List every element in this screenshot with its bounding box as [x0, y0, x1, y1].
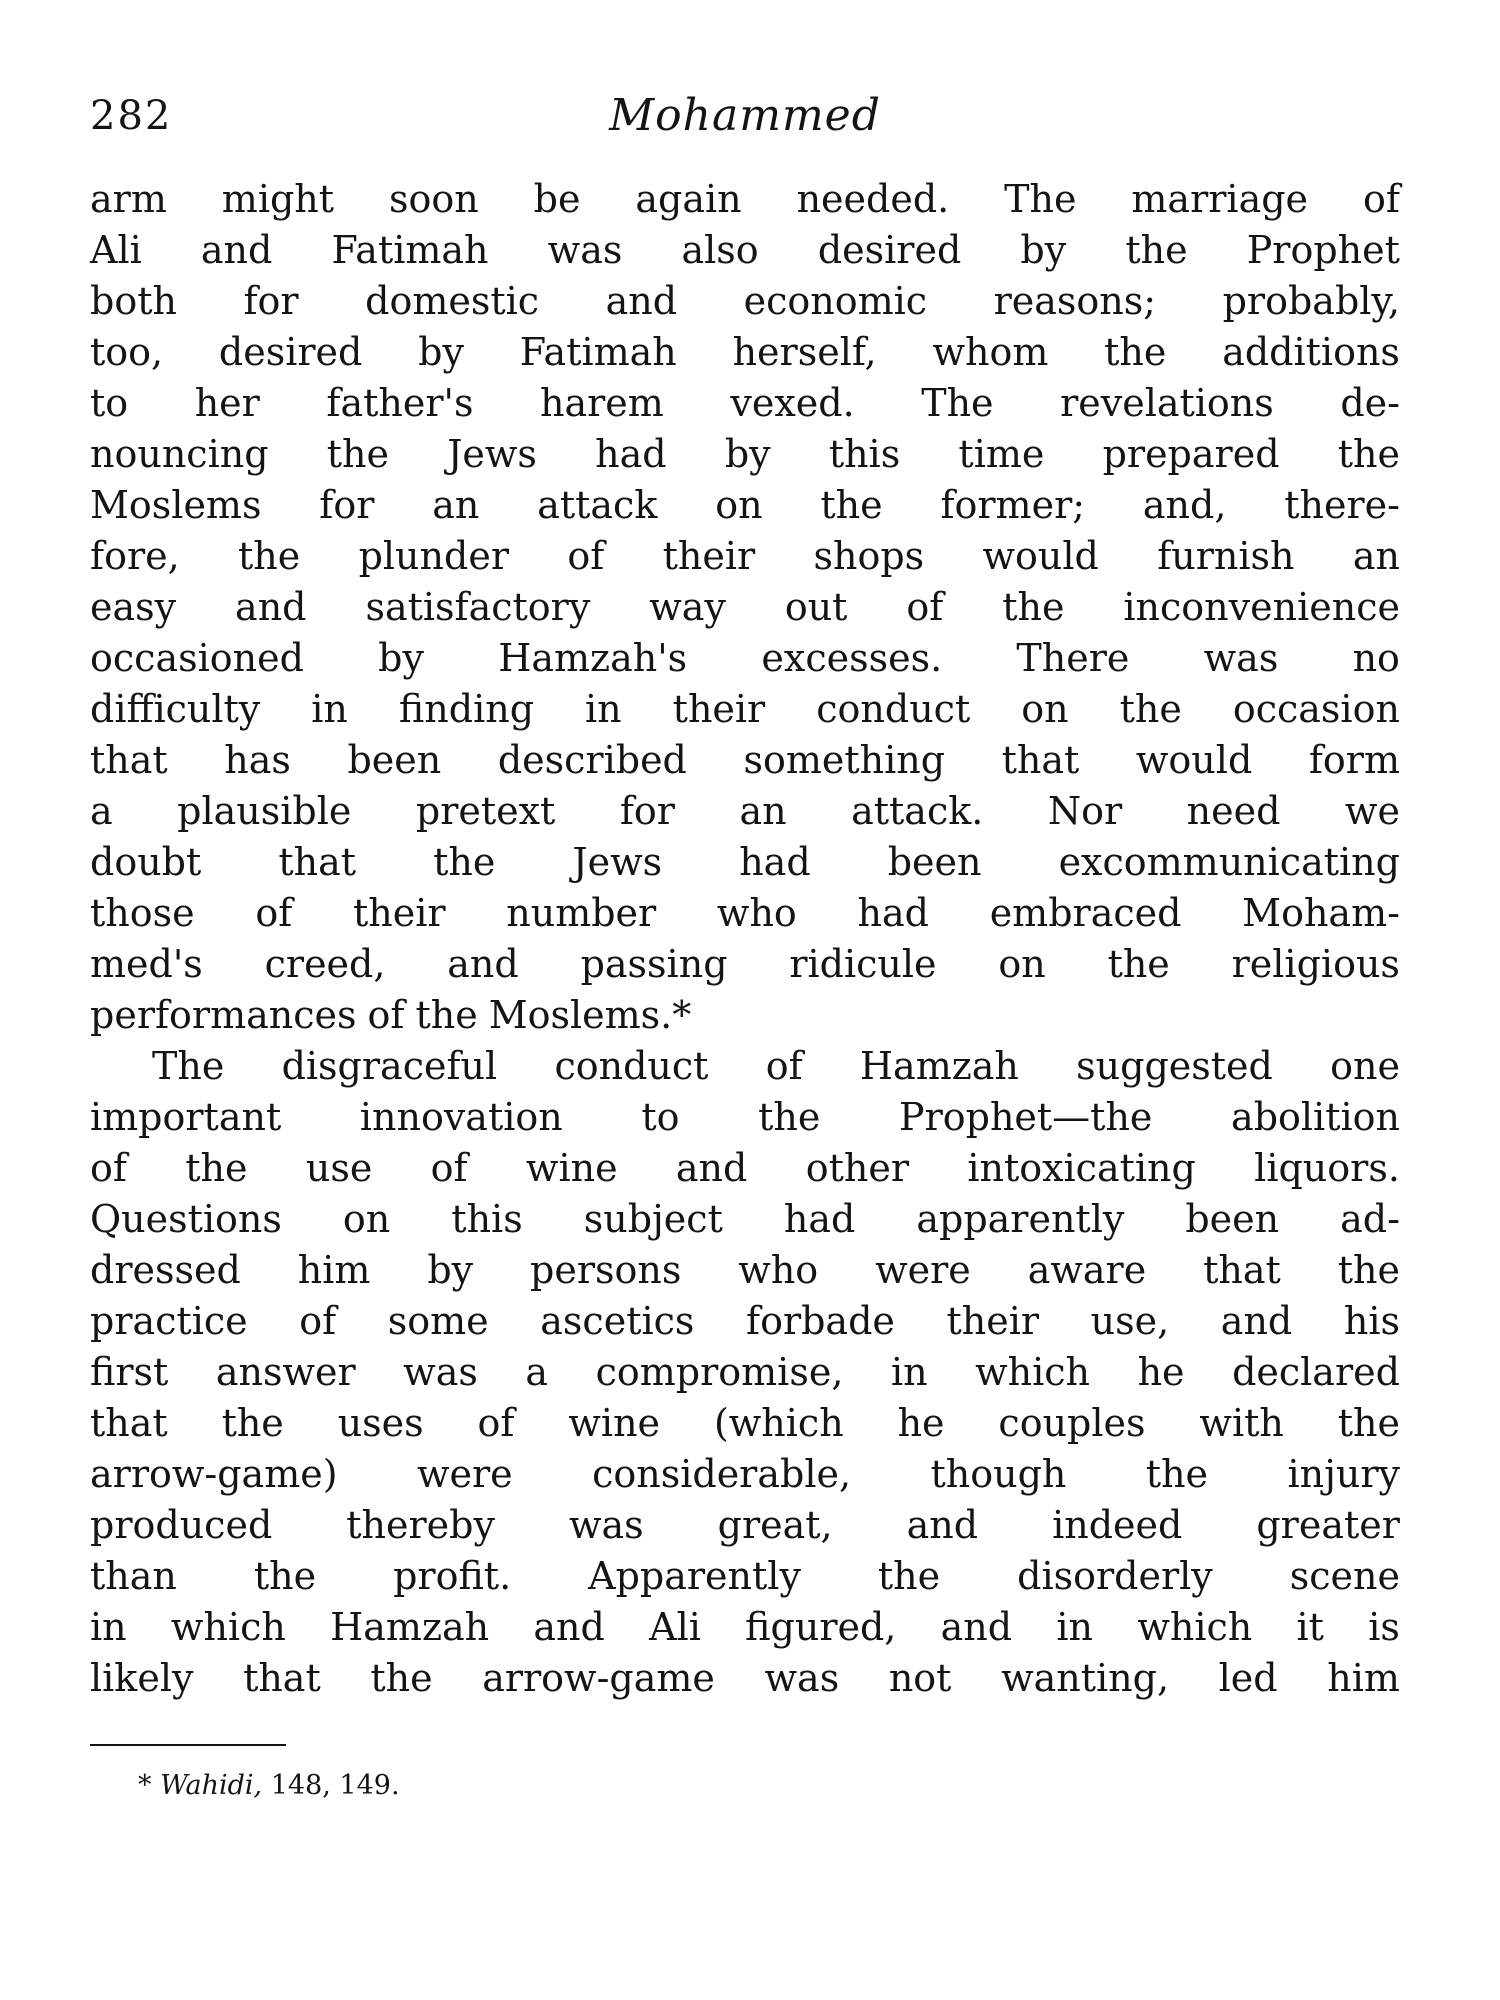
word: the: [820, 483, 883, 527]
word: time: [958, 432, 1045, 476]
word: forbade: [746, 1299, 895, 1343]
word: both: [90, 279, 177, 323]
word: need: [1186, 789, 1281, 833]
word: out: [784, 585, 848, 629]
word: wine: [525, 1146, 618, 1190]
word: important: [90, 1095, 282, 1139]
word: and: [200, 228, 273, 272]
word: be: [533, 177, 581, 221]
word: the: [221, 1401, 284, 1445]
word: and: [533, 1605, 605, 1649]
word: Jews: [447, 432, 537, 476]
text-line: [90, 327, 1400, 378]
text-line: [90, 1398, 1400, 1449]
word: who: [738, 1248, 819, 1292]
word: the: [1119, 687, 1182, 731]
word: we: [1344, 789, 1400, 833]
word: were: [416, 1452, 513, 1496]
word: creed,: [264, 942, 386, 986]
word: an: [1352, 534, 1400, 578]
word: embraced: [989, 891, 1182, 935]
text-line: [90, 531, 1400, 582]
word: of: [430, 1146, 468, 1190]
word: it: [1296, 1605, 1324, 1649]
word: aware: [1027, 1248, 1147, 1292]
word: Nor: [1047, 789, 1123, 833]
word: fore,: [90, 534, 180, 578]
word: by: [1020, 228, 1067, 272]
word: herself,: [732, 330, 877, 374]
word: greater: [1256, 1503, 1400, 1547]
word: Moslems: [90, 483, 262, 527]
word: easy: [90, 585, 177, 629]
word: by: [724, 432, 771, 476]
word: of: [567, 534, 605, 578]
word: prepared: [1102, 432, 1280, 476]
word: the: [1002, 585, 1065, 629]
word: the: [1145, 1452, 1209, 1496]
word: by: [427, 1248, 474, 1292]
book-page: [90, 88, 1400, 1948]
word: of: [255, 891, 293, 935]
word: domestic: [365, 279, 540, 323]
word: this: [828, 432, 901, 476]
word: Moham-: [1242, 891, 1400, 935]
word: probably,: [1222, 279, 1400, 323]
word: arrow-game: [482, 1656, 715, 1700]
word: additions: [1222, 330, 1400, 374]
word: finding: [398, 687, 535, 731]
word: Questions: [90, 1197, 282, 1241]
word: dressed: [90, 1248, 241, 1292]
word: liquors.: [1254, 1146, 1400, 1190]
text-line: [90, 837, 1400, 888]
word: marriage: [1131, 177, 1309, 221]
word: been: [347, 738, 442, 782]
word: excommunicating: [1058, 840, 1400, 884]
text-line: [90, 1653, 1400, 1704]
word: profit.: [393, 1554, 512, 1598]
text-line: [90, 276, 1400, 327]
word: described: [497, 738, 687, 782]
word: desired: [218, 330, 363, 374]
word: ascetics: [540, 1299, 695, 1343]
footnote-reference: 148, 149.: [270, 1770, 400, 1801]
word: practice: [90, 1299, 248, 1343]
word: also: [681, 228, 759, 272]
word: their: [352, 891, 446, 935]
word: ridicule: [789, 942, 937, 986]
paragraph: [90, 1041, 1400, 1704]
word: Hamzah: [330, 1605, 490, 1649]
word: doubt: [90, 840, 202, 884]
word: pretext: [415, 789, 556, 833]
running-title: Mohammed: [609, 90, 881, 141]
word: satisfactory: [365, 585, 591, 629]
word: he: [897, 1401, 945, 1445]
word: use: [305, 1146, 373, 1190]
word: Fatimah: [519, 330, 677, 374]
word: of: [765, 1044, 803, 1088]
word: of: [90, 1146, 127, 1190]
text-line: [90, 225, 1400, 276]
word: the: [433, 840, 496, 884]
word: were: [875, 1248, 971, 1292]
word: occasioned: [90, 636, 304, 680]
word: Hamzah's: [498, 636, 688, 680]
word: persons: [530, 1248, 682, 1292]
word: harem: [540, 381, 664, 425]
word: led: [1218, 1656, 1278, 1700]
word: Apparently: [588, 1554, 801, 1598]
word: form: [1308, 738, 1400, 782]
text-line: [90, 990, 1400, 1041]
word: to: [641, 1095, 680, 1139]
word: The: [921, 381, 994, 425]
word: likely: [90, 1656, 194, 1700]
word: he: [1137, 1350, 1185, 1394]
word: plunder: [358, 534, 509, 578]
word: is: [1368, 1605, 1400, 1649]
word: de-: [1340, 381, 1400, 425]
word: no: [1352, 636, 1400, 680]
text-line: [90, 174, 1400, 225]
text-line: [90, 1296, 1400, 1347]
word: who: [716, 891, 797, 935]
word: Moslems.*: [488, 993, 692, 1037]
word: on: [998, 942, 1046, 986]
word: Hamzah: [859, 1044, 1019, 1088]
word: indeed: [1052, 1503, 1183, 1547]
text-line: [90, 888, 1400, 939]
word: reasons;: [993, 279, 1157, 323]
word: by: [418, 330, 464, 374]
word: the: [877, 1554, 941, 1598]
word: which: [975, 1350, 1091, 1394]
word: couples: [998, 1401, 1146, 1445]
word: in: [585, 687, 622, 731]
word: passing: [580, 942, 728, 986]
word: difficulty: [90, 687, 261, 731]
text-line: [90, 1041, 1400, 1092]
word: declared: [1232, 1350, 1400, 1394]
word: subject: [583, 1197, 723, 1241]
word: for: [243, 279, 299, 323]
word: the: [185, 1146, 248, 1190]
word: to: [90, 381, 129, 425]
word: considerable,: [592, 1452, 852, 1496]
word: a: [525, 1350, 549, 1394]
word: plausible: [177, 789, 352, 833]
word: vexed.: [730, 381, 855, 425]
word: ad-: [1340, 1197, 1400, 1241]
word: by: [378, 636, 424, 680]
word: that: [243, 1656, 321, 1700]
word: and: [447, 942, 519, 986]
word: arrow-game): [90, 1452, 338, 1496]
word: than: [90, 1554, 177, 1598]
word: again: [635, 177, 742, 221]
word: in: [1056, 1605, 1094, 1649]
text-line: [90, 1551, 1400, 1602]
word: the: [1337, 1248, 1400, 1292]
word: injury: [1287, 1452, 1400, 1496]
footnote-marker: *: [138, 1770, 152, 1801]
word: would: [1135, 738, 1253, 782]
word: suggested: [1076, 1044, 1273, 1088]
text-line: [90, 1347, 1400, 1398]
word: that: [1001, 738, 1080, 782]
word: father's: [326, 381, 474, 425]
word: and: [1220, 1299, 1293, 1343]
word: revelations: [1060, 381, 1274, 425]
word: in: [90, 1605, 127, 1649]
text-line: [90, 1500, 1400, 1551]
word: disgraceful: [281, 1044, 498, 1088]
word: which: [1137, 1605, 1253, 1649]
word: and: [675, 1146, 748, 1190]
word: the: [1337, 1401, 1400, 1445]
word: was: [403, 1350, 478, 1394]
word: med's: [90, 942, 203, 986]
word: her: [194, 381, 260, 425]
word: of: [906, 585, 944, 629]
text-line: [90, 786, 1400, 837]
word: has: [224, 738, 291, 782]
word: arm: [90, 177, 167, 221]
word: innovation: [359, 1095, 563, 1139]
word: The: [1004, 177, 1077, 221]
word: economic: [743, 279, 928, 323]
word: the: [1125, 228, 1188, 272]
word: number: [506, 891, 657, 935]
word: nouncing: [90, 432, 269, 476]
word: of: [367, 993, 405, 1037]
word: that: [278, 840, 357, 884]
word: which: [170, 1605, 286, 1649]
word: not: [888, 1656, 952, 1700]
word: those: [90, 891, 195, 935]
word: and: [940, 1605, 1013, 1649]
text-line: [90, 633, 1400, 684]
word: There: [1016, 636, 1130, 680]
word: figured,: [745, 1605, 897, 1649]
word: of: [477, 1401, 515, 1445]
paragraph: [90, 174, 1400, 1041]
word: produced: [90, 1503, 273, 1547]
word: the: [326, 432, 389, 476]
word: (which: [713, 1401, 844, 1445]
word: there-: [1284, 483, 1400, 527]
word: the: [370, 1656, 433, 1700]
text-line: [90, 429, 1400, 480]
word: that: [90, 738, 168, 782]
word: his: [1343, 1299, 1400, 1343]
word: been: [887, 840, 982, 884]
running-head: [90, 88, 1400, 158]
word: the: [1104, 330, 1167, 374]
text-line: [90, 378, 1400, 429]
word: religious: [1231, 942, 1400, 986]
word: in: [311, 687, 348, 731]
word: had: [595, 432, 667, 476]
text-line: [90, 480, 1400, 531]
word: this: [451, 1197, 523, 1241]
word: former;: [940, 483, 1086, 527]
word: one: [1330, 1044, 1400, 1088]
word: thereby: [346, 1503, 495, 1547]
word: the: [1337, 432, 1400, 476]
word: was: [547, 228, 623, 272]
word: The: [152, 1044, 225, 1088]
word: and: [605, 279, 678, 323]
word: of: [1362, 177, 1400, 221]
word: and: [235, 585, 307, 629]
word: of: [299, 1299, 337, 1343]
word: a: [90, 789, 113, 833]
word: Ali: [90, 228, 142, 272]
word: Ali: [649, 1605, 701, 1649]
word: wine: [568, 1401, 661, 1445]
word: attack: [537, 483, 658, 527]
word: needed.: [796, 177, 950, 221]
text-line: [90, 1092, 1400, 1143]
word: first: [90, 1350, 169, 1394]
word: on: [342, 1197, 391, 1241]
text-line: [90, 1449, 1400, 1500]
word: with: [1199, 1401, 1284, 1445]
word: him: [297, 1248, 371, 1292]
word: other: [805, 1146, 909, 1190]
word: their: [662, 534, 756, 578]
word: too,: [90, 330, 164, 374]
word: on: [715, 483, 763, 527]
word: apparently: [916, 1197, 1125, 1241]
word: was: [764, 1656, 840, 1700]
word: had: [857, 891, 929, 935]
word: uses: [337, 1401, 424, 1445]
footnote: [138, 1768, 1400, 1804]
word: great,: [717, 1503, 833, 1547]
word: an: [432, 483, 480, 527]
word: inconvenience: [1123, 585, 1400, 629]
word: way: [649, 585, 726, 629]
footnote-rule: [90, 1744, 286, 1746]
text-line: [90, 684, 1400, 735]
page-number: 282: [90, 93, 173, 139]
word: shops: [813, 534, 925, 578]
word: conduct: [816, 687, 971, 731]
word: Prophet: [1246, 228, 1400, 272]
text-line: [90, 735, 1400, 786]
text-line: [90, 1143, 1400, 1194]
text-line: [90, 582, 1400, 633]
word: that: [90, 1401, 168, 1445]
word: soon: [388, 177, 479, 221]
word: and,: [1142, 483, 1227, 527]
word: intoxicating: [967, 1146, 1196, 1190]
word: was: [568, 1503, 644, 1547]
word: might: [221, 177, 335, 221]
word: and: [906, 1503, 979, 1547]
word: some: [387, 1299, 489, 1343]
word: whom: [932, 330, 1049, 374]
word: the: [238, 534, 301, 578]
word: abolition: [1231, 1095, 1400, 1139]
word: the: [415, 993, 478, 1037]
word: furnish: [1157, 534, 1295, 578]
body-text: [90, 174, 1400, 1704]
word: Prophet—the: [899, 1095, 1153, 1139]
word: compromise,: [595, 1350, 844, 1394]
word: performances: [90, 993, 357, 1037]
word: use,: [1090, 1299, 1170, 1343]
word: their: [672, 687, 766, 731]
word: the: [758, 1095, 821, 1139]
word: on: [1021, 687, 1069, 731]
word: though: [930, 1452, 1067, 1496]
word: wanting,: [1001, 1656, 1170, 1700]
text-line: [90, 1194, 1400, 1245]
word: attack.: [851, 789, 984, 833]
word: an: [739, 789, 787, 833]
word: had: [783, 1197, 856, 1241]
word: had: [739, 840, 811, 884]
word: that: [1203, 1248, 1281, 1292]
word: scene: [1289, 1554, 1400, 1598]
word: would: [982, 534, 1099, 578]
text-line: [90, 1245, 1400, 1296]
word: disorderly: [1017, 1554, 1213, 1598]
word: Jews: [572, 840, 663, 884]
word: the: [1107, 942, 1170, 986]
word: been: [1185, 1197, 1280, 1241]
word: their: [946, 1299, 1040, 1343]
word: conduct: [554, 1044, 709, 1088]
word: something: [743, 738, 946, 782]
word: was: [1203, 636, 1279, 680]
word: for: [619, 789, 675, 833]
word: desired: [817, 228, 962, 272]
word: Fatimah: [331, 228, 489, 272]
footnote-author: Wahidi,: [160, 1770, 263, 1801]
word: answer: [215, 1350, 356, 1394]
word: the: [253, 1554, 317, 1598]
word: excesses.: [761, 636, 943, 680]
word: occasion: [1232, 687, 1400, 731]
word: him: [1327, 1656, 1400, 1700]
text-line: [90, 939, 1400, 990]
word: in: [890, 1350, 928, 1394]
word: for: [319, 483, 375, 527]
text-line: [90, 1602, 1400, 1653]
